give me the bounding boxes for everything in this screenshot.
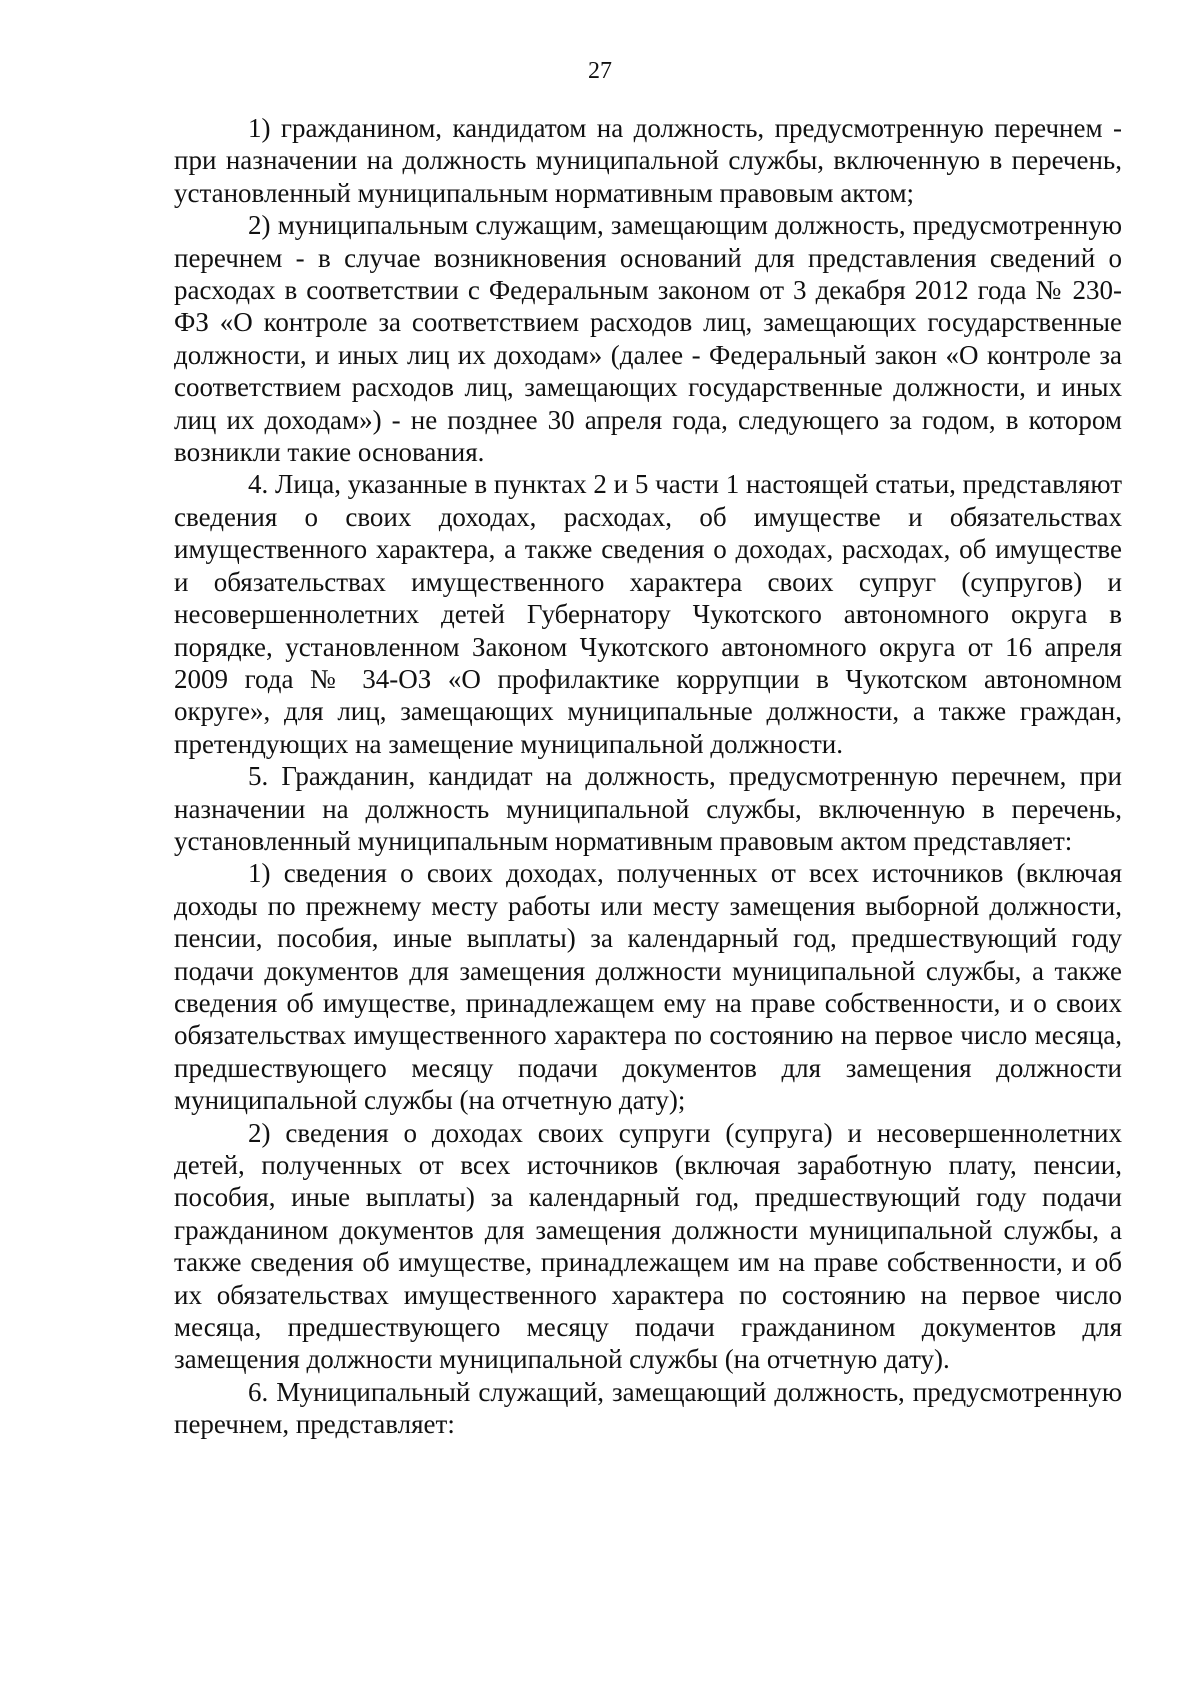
- paragraph-item-1-citizen: 1) гражданином, кандидатом на должность, предусмотренную перечнем - при назначении на должность муниципальной службы, включенную в перечень, установленный муниципальным нормативным правовым актом;: [174, 113, 1122, 208]
- paragraph-clause-6: 6. Муниципальный служащий, замещающий должность, предусмотренную перечнем, представляет:: [174, 1376, 1122, 1440]
- paragraph-clause-5-item-1: 1) сведения о своих доходах, полученных от всех источников (включая доходы по прежнему месту работы или месту замещения выборной должности, пенсии, пособия, иные выплаты) за календарный год, предшествующий году подачи документов для замещения должности муниципальной службы, а также сведения об имуществе, принадлежащем ему на праве собственности, и о своих обязательствах имущественного характера по состоянию на первое число месяца, предшествующего месяцу подачи документов для замещения должности муниципальной службы (на отчетную дату);: [174, 858, 1122, 1116]
- paragraph-item-2-municipal-employee: 2) муниципальным служащим, замещающим должность, предусмотренную перечнем - в случае возникновения оснований для представления сведений о расходах в соответствии с Федеральным законом от 3 декабря 2012 года № 230-ФЗ «О контроле за соответствием расходов лиц, замещающих государственные должности, и иных лиц их доходам» (далее - Федеральный закон «О контроле за соответствием расходов лиц, замещающих государственные должности, и иных лиц их доходам») - не позднее 30 апреля года, следующего за годом, в котором возникли такие основания.: [174, 210, 1122, 468]
- page-number: 27: [588, 58, 612, 84]
- paragraph-clause-5-item-2: 2) сведения о доходах своих супруги (супруга) и несовершеннолетних детей, полученных от всех источников (включая заработную плату, пенсии, пособия, иные выплаты) за календарный год, предшествующий году подачи гражданином документов для замещения должности муниципальной службы, а также сведения об имуществе, принадлежащем им на праве собственности, и об их обязательствах имущественного характера по состоянию на первое число месяца, предшествующего месяцу подачи гражданином документов для замещения должности муниципальной службы (на отчетную дату).: [174, 1117, 1122, 1375]
- paragraph-clause-5: 5. Гражданин, кандидат на должность, предусмотренную перечнем, при назначении на должность муниципальной службы, включенную в перечень, установленный муниципальным нормативным правовым актом представляет:: [174, 761, 1122, 856]
- paragraph-clause-4: 4. Лица, указанные в пунктах 2 и 5 части 1 настоящей статьи, представляют сведения о своих доходах, расходах, об имуществе и обязательствах имущественного характера, а также сведения о доходах, расходах, об имуществе и обязательствах имущественного характера своих супруг (супругов) и несовершеннолетних детей Губернатору Чукотского автономного округа в порядке, установленном Законом Чукотского автономного округа от 16 апреля 2009 года № 34-ОЗ «О профилактике коррупции в Чукотском автономном округе», для лиц, замещающих муниципальные должности, а также граждан, претендующих на замещение муниципальной должности.: [174, 469, 1122, 759]
- document-body: [174, 112, 1122, 1441]
